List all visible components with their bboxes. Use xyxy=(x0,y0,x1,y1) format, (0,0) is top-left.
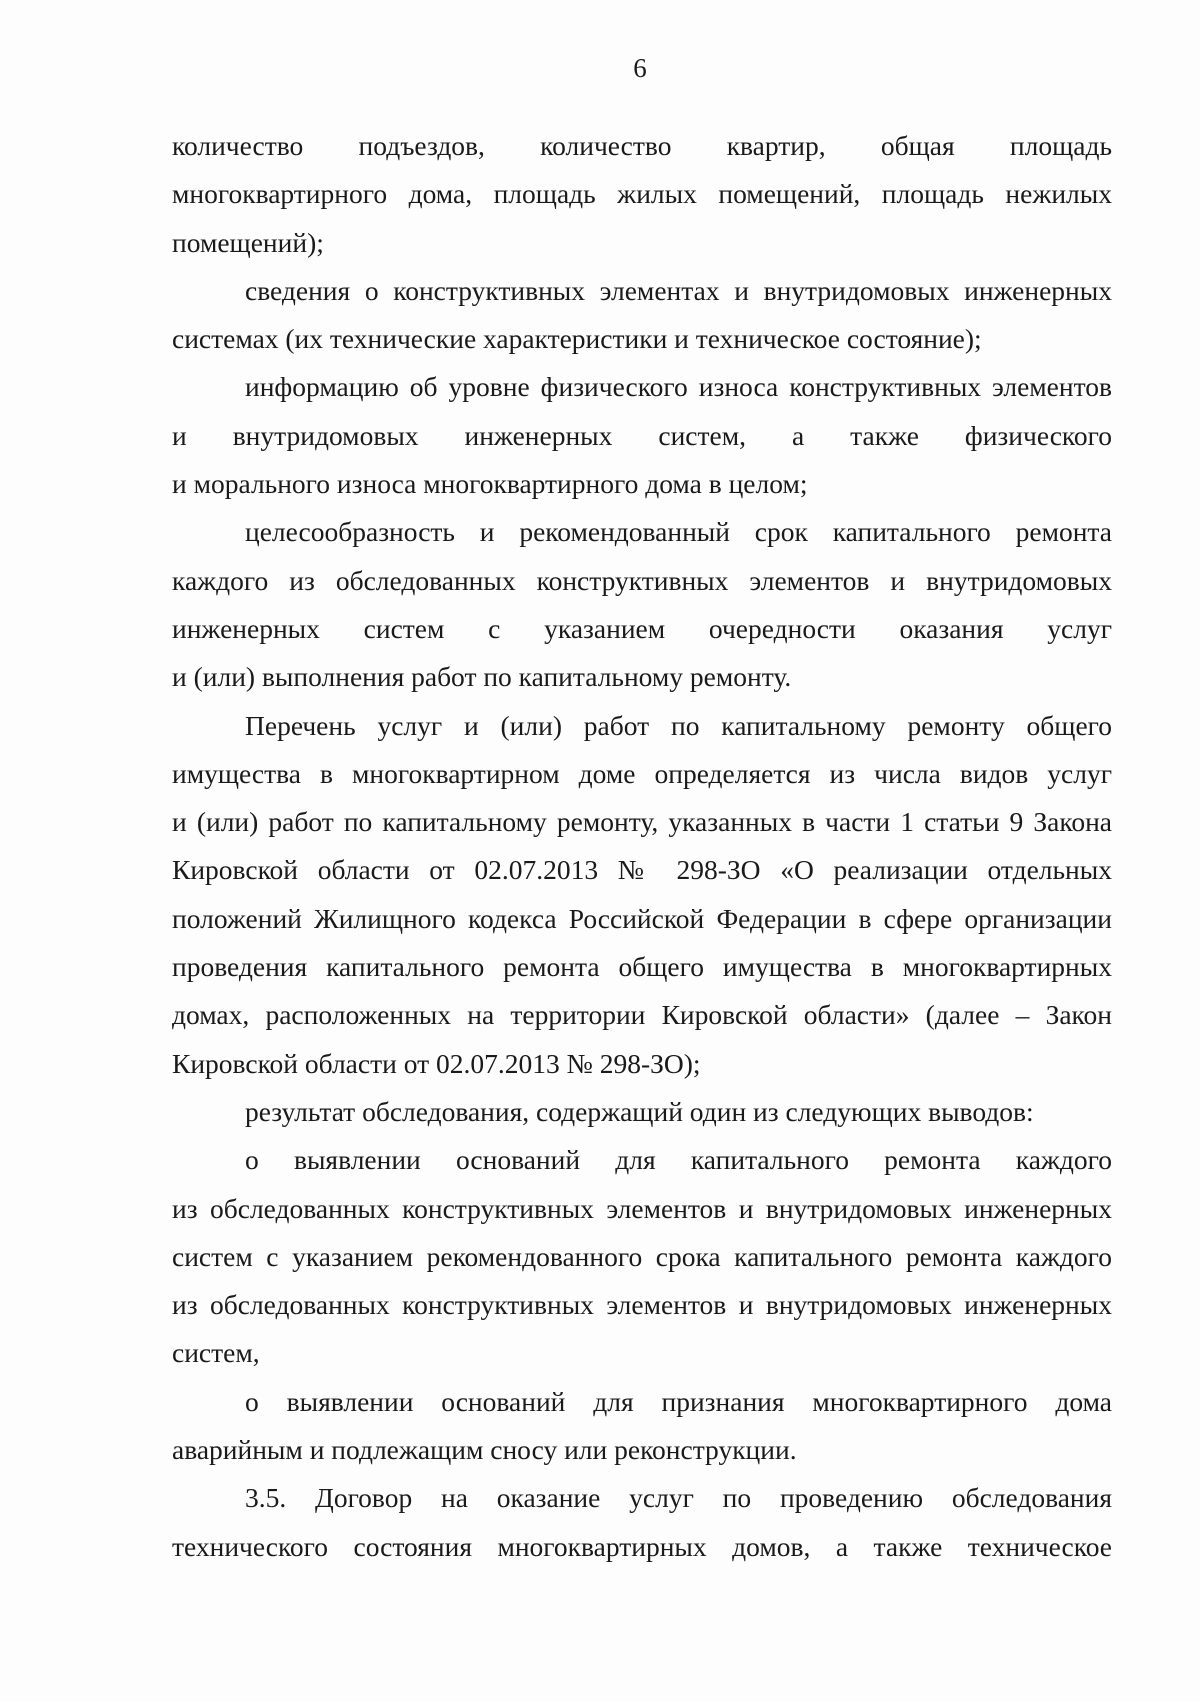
text-line: многоквартирного дома, площадь жилых помещений, площадь нежилых xyxy=(172,178,1112,210)
text-line: системах (их технические характеристики и техническое состояние); xyxy=(172,323,982,355)
text-line: Кировской области от 02.07.2013 № 298-ЗО «О реализации отдельных xyxy=(172,854,1112,886)
text-line: целесообразность и рекомендованный срок капитального ремонта xyxy=(245,516,1112,548)
text-line: 3.5. Договор на оказание услуг по проведению обследования xyxy=(245,1482,1112,1514)
text-line: инженерных систем с указанием очередности оказания услуг xyxy=(172,612,1112,644)
text-line: и морального износа многоквартирного дома в целом; xyxy=(172,468,808,500)
text-line: каждого из обследованных конструктивных элементов и внутридомовых xyxy=(172,564,1112,596)
text-line: о выявлении оснований для капитального ремонта каждого xyxy=(245,1144,1112,1176)
text-line: систем, xyxy=(172,1337,260,1369)
text-line: положений Жилищного кодекса Российской Федерации в сфере организации xyxy=(172,902,1112,934)
text-line: аварийным и подлежащим сносу или реконструкции. xyxy=(172,1434,797,1466)
text-line: имущества в многоквартирном доме определяется из числа видов услуг xyxy=(172,757,1112,789)
document-body xyxy=(172,122,1112,1571)
text-line: систем с указанием рекомендованного срока капитального ремонта каждого xyxy=(172,1240,1112,1272)
page-number: 6 xyxy=(633,53,647,83)
text-line: домах, расположенных на территории Кировской области» (далее – Закон xyxy=(172,999,1112,1031)
text-line: из обследованных конструктивных элементов и внутридомовых инженерных xyxy=(172,1192,1112,1224)
text-line: из обследованных конструктивных элементов и внутридомовых инженерных xyxy=(172,1289,1112,1321)
text-line: и (или) работ по капитальному ремонту, указанных в части 1 статьи 9 Закона xyxy=(172,806,1112,838)
text-line: результат обследования, содержащий один из следующих выводов: xyxy=(245,1095,1034,1127)
text-line: сведения о конструктивных элементах и внутридомовых инженерных xyxy=(245,274,1112,306)
text-line: количество подъездов, количество квартир, общая площадь xyxy=(172,130,1112,161)
text-line: информацию об уровне физического износа конструктивных элементов xyxy=(245,371,1112,403)
text-line: и (или) выполнения работ по капитальному ремонту. xyxy=(172,661,792,693)
text-line: технического состояния многоквартирных домов, а также техническое xyxy=(172,1530,1112,1562)
text-line: о выявлении оснований для признания многоквартирного дома xyxy=(245,1385,1112,1417)
text-line: помещений); xyxy=(172,226,324,258)
text-line: Кировской области от 02.07.2013 № 298-ЗО); xyxy=(172,1047,701,1079)
text-line: проведения капитального ремонта общего имущества в многоквартирных xyxy=(172,951,1112,983)
text-line: Перечень услуг и (или) работ по капитальному ремонту общего xyxy=(245,709,1112,741)
text-line: и внутридомовых инженерных систем, а также физического xyxy=(172,419,1112,451)
